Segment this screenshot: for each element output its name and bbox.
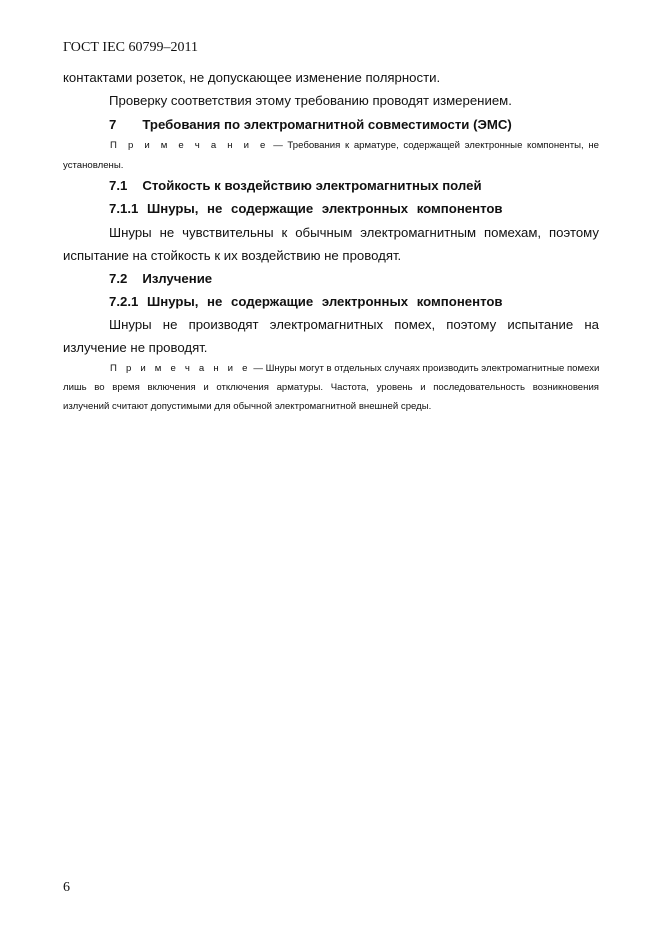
note-label: П р и м е ч а н и е [110, 140, 269, 151]
subsection-heading [109, 271, 212, 286]
section-number: 7.2.1 [109, 294, 139, 309]
section-number: 7 [109, 117, 117, 132]
page-header: ГОСТ IEC 60799–2011 [63, 40, 198, 55]
note-line [63, 363, 599, 374]
section-title: Шнуры, не содержащие электронных компонентов [147, 201, 503, 216]
section-number: 7.1 [109, 178, 128, 193]
paragraph-line: Шнуры не чувствительны к обычным электромагнитным помехам, поэтому [109, 225, 599, 240]
section-title: Излучение [142, 271, 213, 286]
note-label: П р и м е ч а н и е [110, 363, 251, 374]
section-number: 7.2 [109, 271, 128, 286]
subsection-heading [109, 294, 503, 309]
subsection-heading [109, 201, 503, 216]
note-line: лишь во время включения и отключения арматуры. Частота, уровень и последовательность возникновения [63, 382, 599, 393]
page-number: 6 [63, 880, 70, 895]
paragraph-line: контактами розеток, не допускающее изменение полярности. [63, 70, 441, 85]
note-text: — Требования к арматуре, содержащей электронные компоненты, не [273, 140, 599, 151]
section-title: Стойкость к воздействию электромагнитных полей [142, 178, 482, 193]
paragraph-line: Проверку соответствия этому требованию проводят измерением. [109, 93, 512, 108]
note-line [63, 140, 599, 151]
paragraph-line: Шнуры не производят электромагнитных помех, поэтому испытание на [109, 317, 599, 332]
note-text: — Шнуры могут в отдельных случаях производить электромагнитные помехи [253, 363, 600, 374]
section-heading [109, 117, 512, 132]
note-line: излучений считают допустимыми для обычной электромагнитной внешней среды. [63, 401, 432, 412]
paragraph-line: излучение не проводят. [63, 340, 208, 355]
section-title: Требования по электромагнитной совместимости (ЭМС) [142, 117, 512, 132]
note-line: установлены. [63, 160, 124, 171]
section-title: Шнуры, не содержащие электронных компонентов [147, 294, 503, 309]
section-number: 7.1.1 [109, 201, 139, 216]
subsection-heading [109, 178, 482, 193]
paragraph-line: испытание на стойкость к их воздействию не проводят. [63, 248, 402, 263]
